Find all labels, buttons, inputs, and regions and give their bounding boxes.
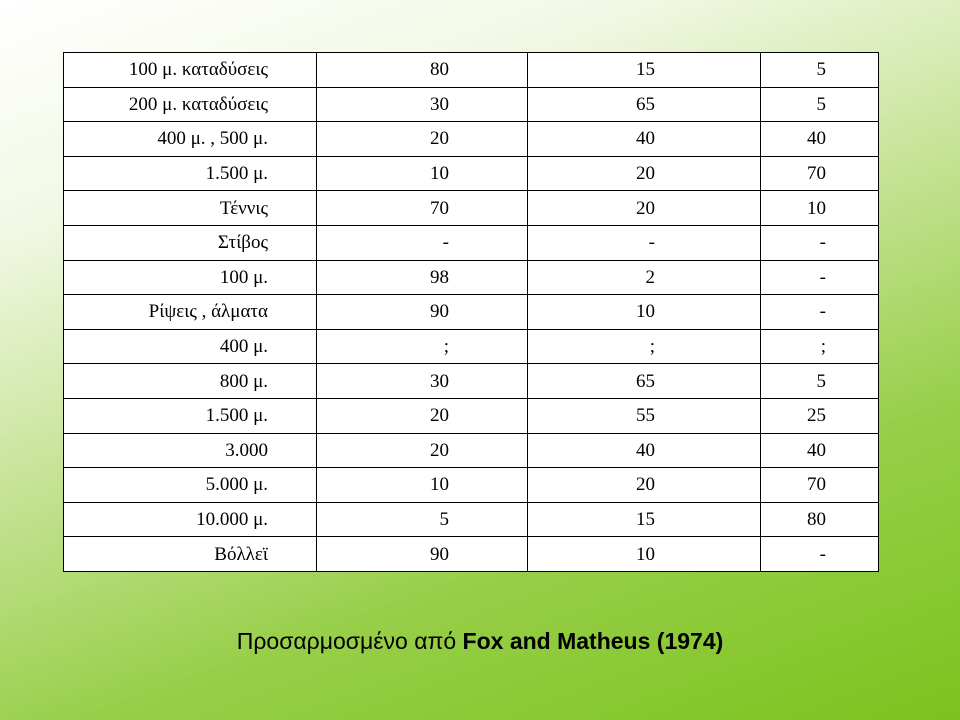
cell-value-col1: - [317,225,528,260]
cell-value-col2: 65 [528,87,761,122]
cell-value-col3: 80 [761,502,879,537]
cell-value-col2: 15 [528,53,761,88]
cell-value-col2: - [528,225,761,260]
cell-value-col1: 98 [317,260,528,295]
table-row [64,191,879,226]
cell-value-col1: 20 [317,433,528,468]
cell-value-col1: 90 [317,295,528,330]
cell-value-col1: 5 [317,502,528,537]
energy-systems-table [63,52,879,572]
row-label: Βόλλεϊ [64,537,317,572]
caption-source: Fox and Matheus (1974) [462,628,724,654]
table-row [64,53,879,88]
cell-value-col3: 5 [761,87,879,122]
row-label: 200 μ. καταδύσεις [64,87,317,122]
row-label: 100 μ. [64,260,317,295]
cell-value-col3: ; [761,329,879,364]
row-label: Στίβος [64,225,317,260]
row-label: 3.000 [64,433,317,468]
table-row [64,122,879,157]
row-label: 400 μ. [64,329,317,364]
cell-value-col3: 70 [761,156,879,191]
row-label: 1.500 μ. [64,156,317,191]
cell-value-col3: 25 [761,398,879,433]
cell-value-col1: 20 [317,122,528,157]
row-label: Ρίψεις , άλματα [64,295,317,330]
cell-value-col2: 40 [528,433,761,468]
source-caption [0,628,960,655]
cell-value-col1: ; [317,329,528,364]
table-row [64,156,879,191]
row-label: 5.000 μ. [64,468,317,503]
table-row [64,502,879,537]
cell-value-col1: 10 [317,156,528,191]
cell-value-col2: 2 [528,260,761,295]
cell-value-col2: 15 [528,502,761,537]
cell-value-col1: 90 [317,537,528,572]
table-row [64,225,879,260]
cell-value-col2: 20 [528,191,761,226]
cell-value-col3: - [761,225,879,260]
cell-value-col2: 20 [528,468,761,503]
caption-prefix: Προσαρμοσμένο από [236,628,463,654]
cell-value-col2: 40 [528,122,761,157]
table-row [64,537,879,572]
cell-value-col1: 20 [317,398,528,433]
cell-value-col3: 40 [761,122,879,157]
cell-value-col3: 10 [761,191,879,226]
cell-value-col2: 65 [528,364,761,399]
row-label: Τέννις [64,191,317,226]
cell-value-col1: 70 [317,191,528,226]
cell-value-col3: 40 [761,433,879,468]
table-row [64,295,879,330]
row-label: 10.000 μ. [64,502,317,537]
table-row [64,433,879,468]
table-row [64,329,879,364]
cell-value-col3: 5 [761,364,879,399]
cell-value-col3: - [761,537,879,572]
cell-value-col2: ; [528,329,761,364]
cell-value-col2: 20 [528,156,761,191]
table-row [64,468,879,503]
cell-value-col1: 30 [317,87,528,122]
row-label: 400 μ. , 500 μ. [64,122,317,157]
row-label: 100 μ. καταδύσεις [64,53,317,88]
table-row [64,260,879,295]
cell-value-col2: 55 [528,398,761,433]
table-row [64,87,879,122]
table-row [64,398,879,433]
cell-value-col1: 80 [317,53,528,88]
cell-value-col1: 10 [317,468,528,503]
cell-value-col3: 70 [761,468,879,503]
table-row [64,364,879,399]
cell-value-col3: - [761,295,879,330]
row-label: 800 μ. [64,364,317,399]
row-label: 1.500 μ. [64,398,317,433]
cell-value-col1: 30 [317,364,528,399]
cell-value-col3: 5 [761,53,879,88]
cell-value-col2: 10 [528,295,761,330]
cell-value-col2: 10 [528,537,761,572]
cell-value-col3: - [761,260,879,295]
